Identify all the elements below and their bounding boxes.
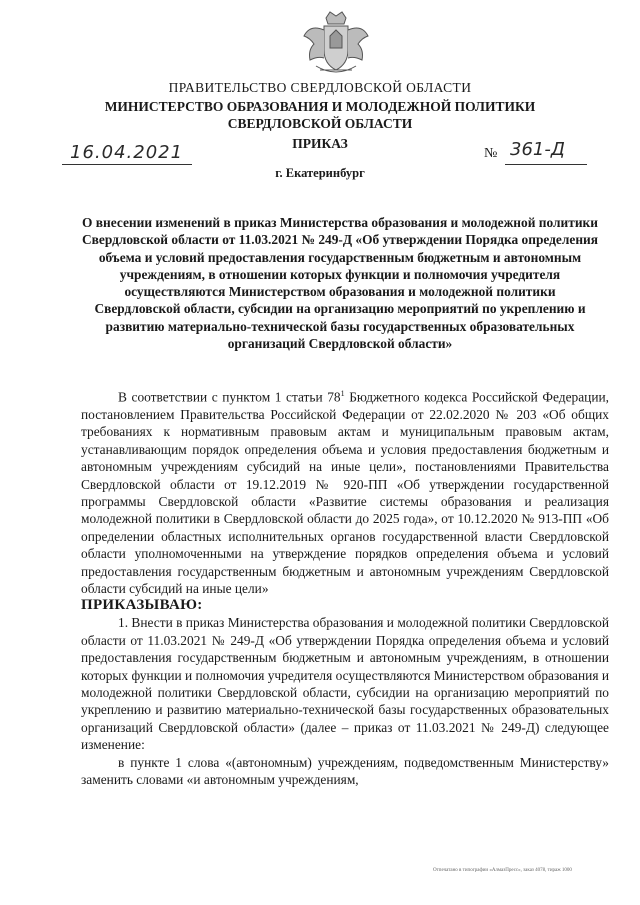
number-underline: [505, 164, 587, 165]
ministry-line-2: СВЕРДЛОВСКОЙ ОБЛАСТИ: [227, 116, 413, 131]
ministry-line-1: МИНИСТЕРСТВО ОБРАЗОВАНИЯ И МОЛОДЕЖНОЙ ПОЛИТИКИ: [104, 99, 536, 114]
date-underline: [62, 164, 192, 165]
number-sign: №: [484, 146, 498, 161]
printer-footer: Отпечатано в типографии «АлмазПресс», заказ 4078, тираж 1000: [433, 868, 572, 873]
preamble-paragraph: [81, 385, 609, 597]
government-name: ПРАВИТЕЛЬСТВО СВЕРДЛОВСКОЙ ОБЛАСТИ: [168, 80, 472, 95]
order-command: ПРИКАЗЫВАЮ:: [81, 597, 203, 614]
item-1-change-paragraph: в пункте 1 слова «(автономным) учреждениям, подведомственным Министерству» заменить словами «и автономным учреждениям,: [81, 754, 609, 787]
order-title: О внесении изменений в приказ Министерства образования и молодежной политики Свердловской области от 11.03.2021 № 249-Д «Об утверждении Порядка определения объема и условий предоставления государственным бюджетным и автономным учреждениям, в отношении которых функции и полномочия учредителя осуществляются Министерством образования и молодежной политики Свердловской области, субсидии на организацию мероприятий по укреплению и развитию материально-технической базы государственных образовательных организаций Свердловской области»: [81, 215, 599, 352]
order-body: [81, 385, 609, 788]
preamble-part-2: Бюджетного кодекса Российской Федерации, постановлением Правительства Российской Федерации от 22.02.2020 № 203 «Об общих требованиях к нормативным правовым актам и муниципальным правовым актам, устанавливающим порядок определения объема и условия предоставления бюджетным и автономным учреждениям субсидий на иные цели», постановлениями Правительства Свердловской области от 19.12.2019 № 920-ПП «Об утверждении государственной программы Свердловской области «Развитие системы образования и реализация молодежной политики в Свердловской области до 2025 года», от 10.12.2020 № 913-ПП «Об определении областных исполнительных органов государственной власти Свердловской области уполномоченными на утверждение порядков определения объема и условий предоставления государственным бюджетным и автономным учреждениям Свердловской области субсидий на иные цели»: [81, 389, 609, 596]
coat-of-arms-emblem: [300, 10, 372, 78]
order-number: 361-Д: [510, 139, 565, 160]
article-superscript: 1: [340, 389, 345, 398]
ministry-name: [0, 98, 640, 132]
city: г. Екатеринбург: [275, 166, 365, 180]
preamble-part-1: В соответствии с пунктом 1 статьи 78: [118, 389, 341, 405]
order-date: 16.04.2021: [70, 142, 184, 163]
item-1-paragraph: 1. Внести в приказ Министерства образования и молодежной политики Свердловской области от 11.03.2021 № 249-Д «Об утверждении Порядка определения объема и условий предоставления государственным бюджетным и автономным учреждениям, в отношении которых функции и полномочия учредителя осуществляются Министерством образования и молодежной политики Свердловской области, субсидии на организацию мероприятий по укреплению и развитию материально-технической базы государственных образовательных организаций Свердловской области» (далее – приказ от 11.03.2021 № 249-Д) следующее изменение:: [81, 615, 610, 753]
document-type: ПРИКАЗ: [292, 136, 348, 151]
